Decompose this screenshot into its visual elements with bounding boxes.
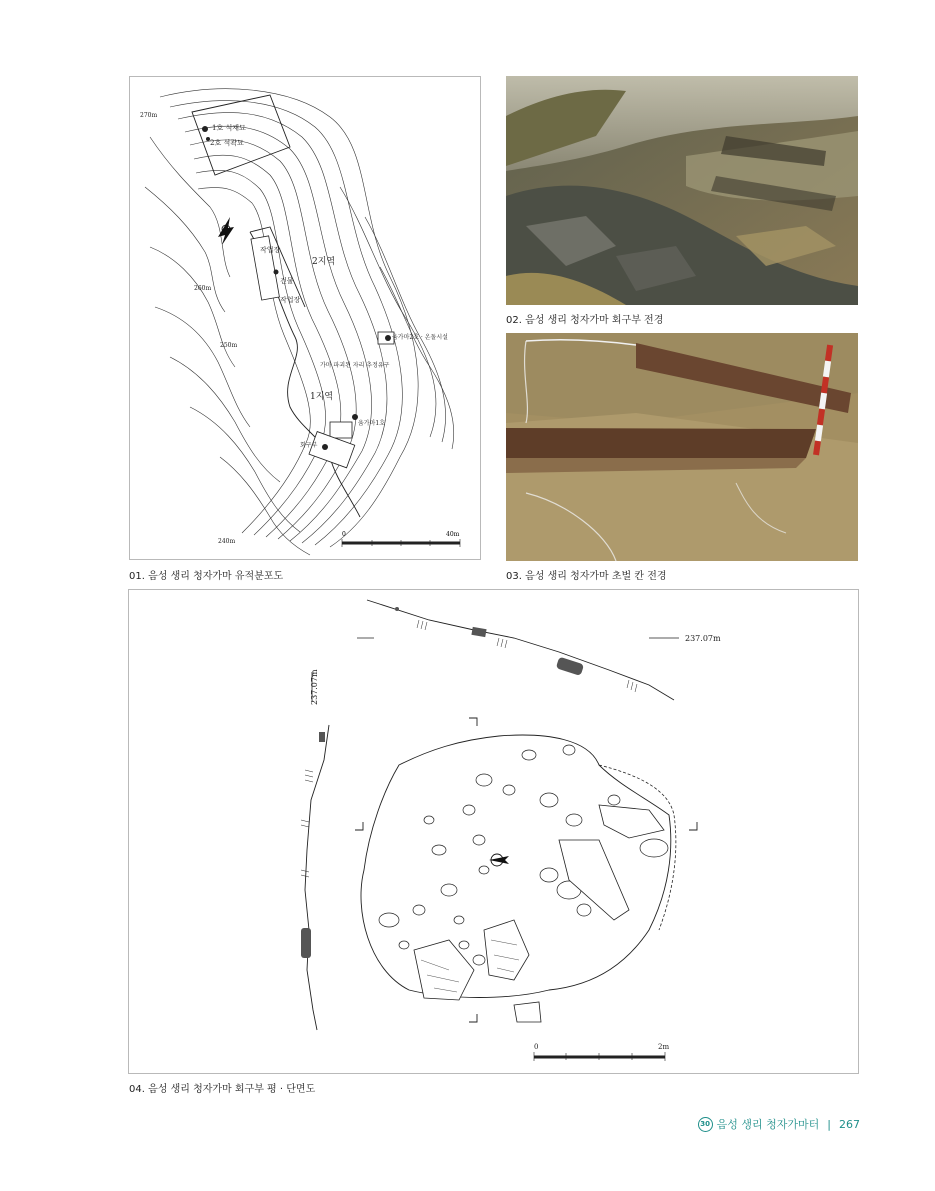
- figure-4-drawing: [128, 589, 859, 1074]
- scale-end: 2m: [658, 1043, 670, 1051]
- label-workshop2: 작업장: [280, 296, 301, 304]
- label-kiln2: 2호 석곽묘: [210, 139, 244, 147]
- scale-start: 0: [534, 1043, 539, 1051]
- footer-separator: |: [827, 1117, 831, 1131]
- figure-3-caption: 03. 음성 생리 청자가마 초벌 칸 전경: [506, 571, 667, 582]
- plan-scale-bar: [534, 1043, 669, 1061]
- plan-section-drawing: [129, 590, 858, 1073]
- figure-1-map: [129, 76, 481, 560]
- scale-end: 40m: [446, 531, 460, 538]
- contour-270: 270m: [140, 112, 158, 119]
- site-map-drawing: [130, 77, 480, 559]
- label-ash-pit: 회구부: [300, 442, 318, 449]
- figure-4-caption: 04. 음성 생리 청자가마 회구부 평 · 단면도: [129, 1084, 316, 1095]
- label-zone1: 1지역: [310, 392, 334, 402]
- label-zone2: 2지역: [312, 257, 336, 267]
- label-kiln-no2: 움가마2호 · 온돌시설: [392, 334, 448, 341]
- contour-240: 240m: [218, 538, 236, 545]
- figure-3-photo: [506, 333, 858, 561]
- map-scale-bar: [342, 531, 460, 547]
- scale-start: 0: [342, 531, 346, 538]
- label-building: 건물: [280, 277, 294, 285]
- label-kiln-no1: 움가마1호: [358, 420, 386, 427]
- north-arrow-icon: [218, 217, 234, 245]
- chapter-badge: 30: [698, 1117, 713, 1132]
- label-kiln-remnant: 가마 파괴된 자리 추정유구: [320, 362, 390, 369]
- plan-north-arrow-icon: [489, 854, 509, 866]
- figure-2-caption: 02. 음성 생리 청자가마 회구부 전경: [506, 315, 664, 326]
- label-kiln1: 1호 석재묘: [212, 124, 246, 132]
- elevation-side: 237.07m: [310, 669, 319, 705]
- figure-2-photo: [506, 76, 858, 305]
- label-workshop: 작업장: [260, 246, 281, 254]
- footer-title: 음성 생리 청자가마터: [716, 1118, 820, 1131]
- contour-260: 260m: [194, 285, 212, 292]
- figure-1-caption: 01. 음성 생리 청자가마 유적분포도: [129, 571, 284, 582]
- contour-250: 250m: [220, 342, 238, 349]
- page-footer: [698, 1116, 860, 1132]
- elevation-top: 237.07m: [685, 634, 721, 643]
- page-number: 267: [839, 1117, 860, 1131]
